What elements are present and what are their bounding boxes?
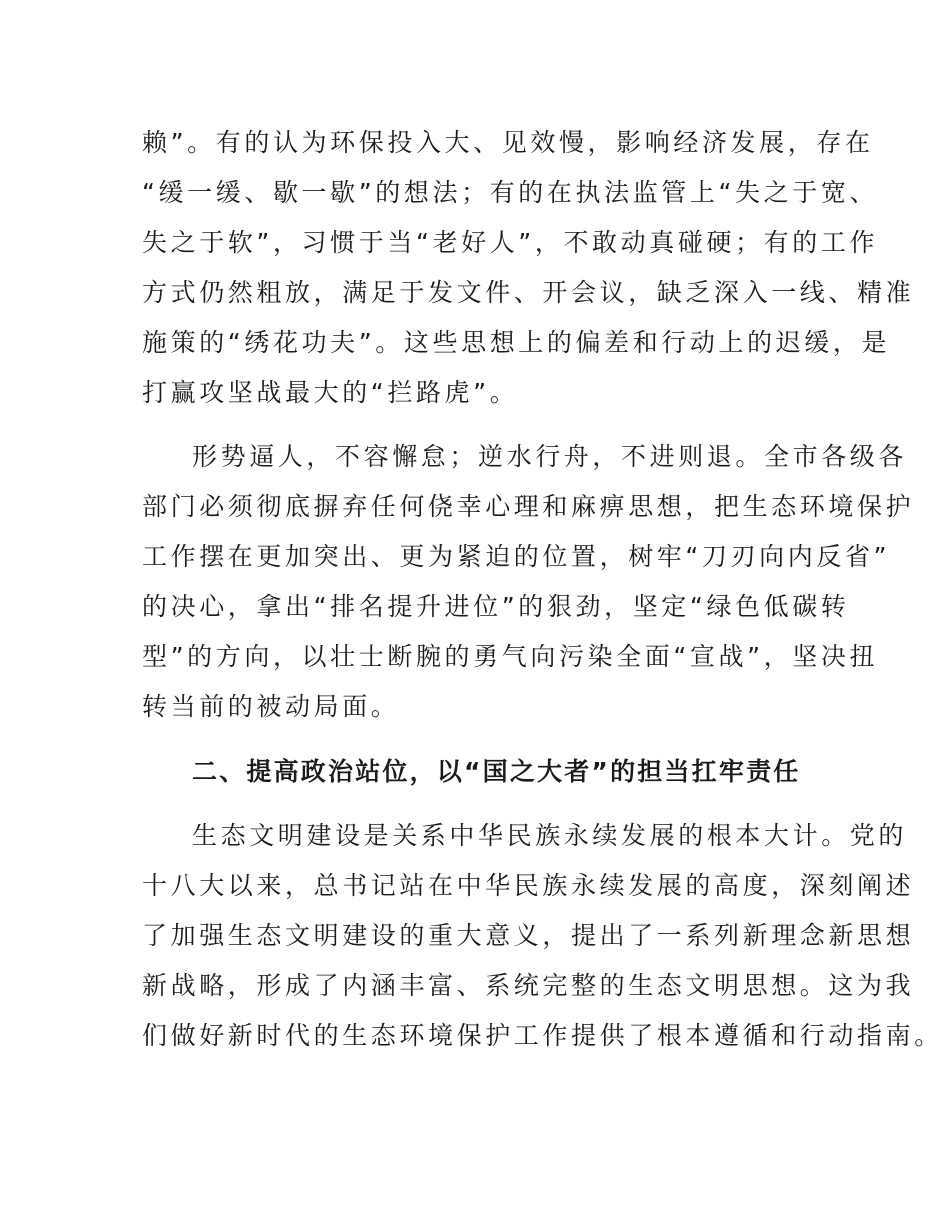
paragraph-1-line-3: 失之于软”，习惯于当“老好人”，不敢动真碰硬；有的工作 xyxy=(142,228,879,257)
paragraph-3-line-2: 十八大以来，总书记站在中华民族永续发展的高度，深刻阐述 xyxy=(142,871,915,900)
paragraph-3-line-4: 新战略，形成了内涵丰富、系统完整的生态文明思想。这为我 xyxy=(142,971,915,1000)
section-heading: 二、提高政治站位，以“国之大者”的担当扛牢责任 xyxy=(192,757,801,786)
paragraph-2-line-3: 工作摆在更加突出、更为紧迫的位置，树牢“刀刃向内反省” xyxy=(142,542,891,571)
paragraph-2-line-5: 型”的方向，以壮士断腕的勇气向污染全面“宣战”，坚决扭 xyxy=(142,642,879,671)
paragraph-2-line-2: 部门必须彻底摒弃任何侥幸心理和麻痹思想，把生态环境保护 xyxy=(142,492,915,521)
paragraph-2-line-4: 的决心，拿出“排名提升进位”的狠劲，坚定“绿色低碳转 xyxy=(142,592,850,621)
paragraph-1-line-6: 打赢攻坚战最大的“拦路虎”。 xyxy=(142,378,519,407)
paragraph-1-line-5: 施策的“绣花功夫”。这些思想上的偏差和行动上的迟缓，是 xyxy=(142,328,891,357)
paragraph-2-line-1: 形势逼人，不容懈怠；逆水行舟，不进则退。全市各级各 xyxy=(192,442,908,471)
paragraph-1-line-2: “缓一缓、歇一歇”的想法；有的在执法监管上“失之于宽、 xyxy=(142,178,879,207)
paragraph-3-line-3: 了加强生态文明建设的重大意义，提出了一系列新理念新思想 xyxy=(142,921,915,950)
paragraph-3-line-1: 生态文明建设是关系中华民族永续发展的根本大计。党的 xyxy=(192,821,908,850)
paragraph-3-line-5: 们做好新时代的生态环境保护工作提供了根本遵循和行动指南。 xyxy=(142,1021,943,1050)
paragraph-1-line-1: 赖”。有的认为环保投入大、见效慢，影响经济发展，存在 xyxy=(142,128,874,157)
paragraph-2-line-6: 转当前的被动局面。 xyxy=(142,692,400,721)
paragraph-1-line-4: 方式仍然粗放，满足于发文件、开会议，缺乏深入一线、精准 xyxy=(142,278,915,307)
